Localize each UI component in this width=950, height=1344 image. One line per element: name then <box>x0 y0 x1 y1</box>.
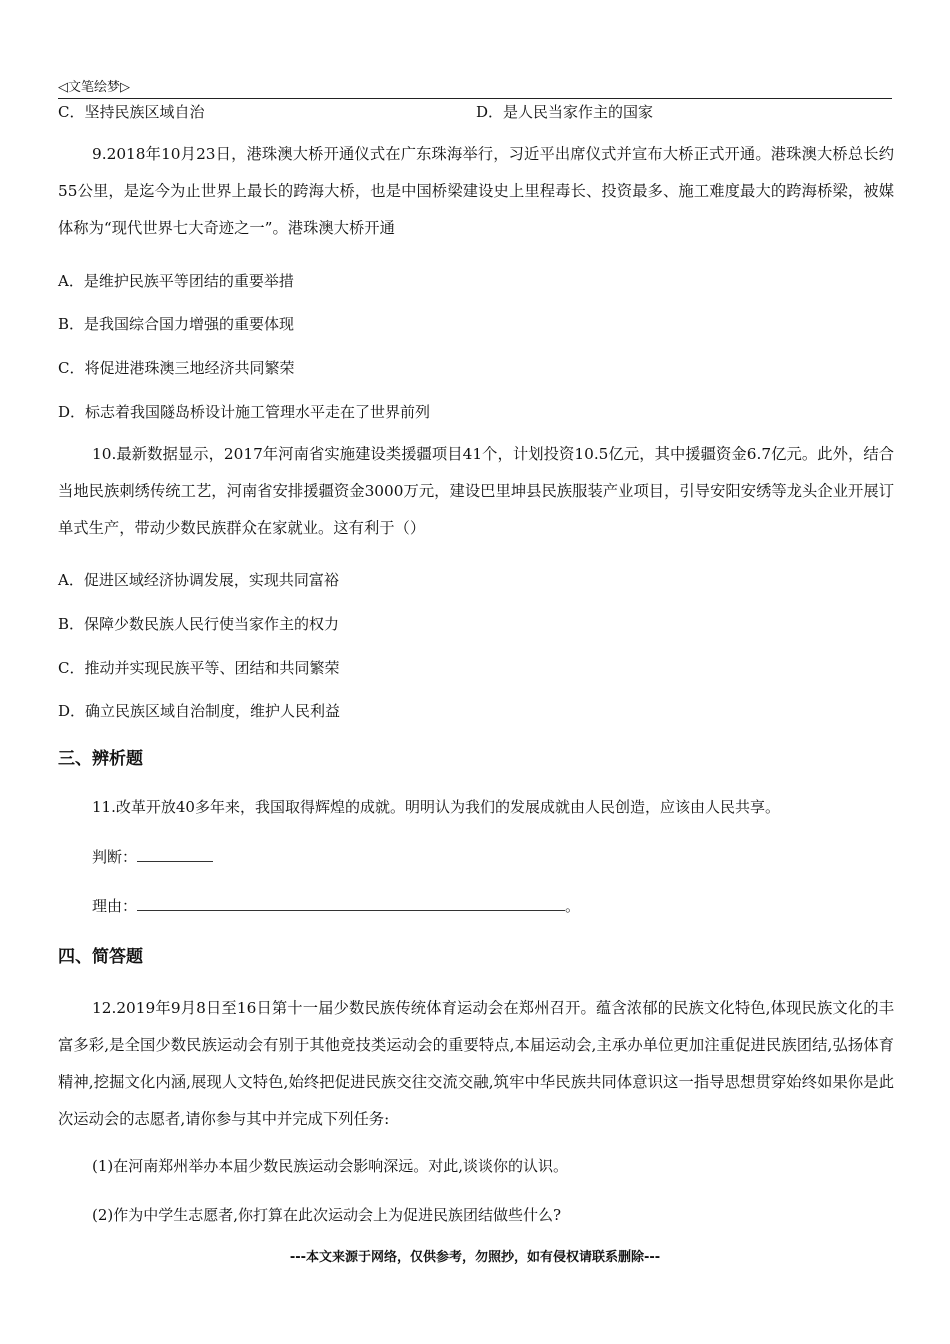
q8-option-c: C．坚持民族区域自治 <box>58 103 205 121</box>
q10-option-c: C．推动并实现民族平等、团结和共同繁荣 <box>58 659 340 677</box>
q10-option-d: D．确立民族区域自治制度，维护人民利益 <box>58 702 341 720</box>
q11-reason-line <box>92 896 580 916</box>
q11-stem: 11.改革开放40多年来，我国取得辉煌的成就。明明认为我们的发展成就由人民创造，应该由人民共享。 <box>92 798 780 816</box>
q12-stem: 12.2019年9月8日至16日第十一届少数民族传统体育运动会在郑州召开。蕴含浓郁的民族文化特色,体现民族文化的丰富多彩,是全国少数民族运动会有别于其他竞技类运动会的重要特点,本届运动会,主承办单位更加注重促进民族团结,弘扬体育精神,挖掘文化内涵,展现人文特色,始终把促进民族交往交流交融,筑牢中华民族共同体意识这一指导思想贯穿始终如果你是此次运动会的志愿者,请你参与其中并完成下列任务: <box>58 999 894 1128</box>
q10-option-a: A．促进区域经济协调发展，实现共同富裕 <box>58 571 339 589</box>
brand-logo: ◁文笔绘梦▷ <box>58 80 130 95</box>
q9-option-a: A．是维护民族平等团结的重要举措 <box>58 272 294 290</box>
q9-option-b: B．是我国综合国力增强的重要体现 <box>58 315 295 333</box>
q11-reason-label: 理由： <box>92 897 138 915</box>
q11-judge-blank[interactable] <box>137 847 213 862</box>
section-heading-short-answer: 四、简答题 <box>58 947 143 967</box>
page-footer: ---本文来源于网络，仅供参考，勿照抄，如有侵权请联系删除--- <box>289 1250 661 1265</box>
page-header <box>58 74 892 99</box>
section-heading-analysis: 三、辨析题 <box>58 749 143 769</box>
q11-judge-label: 判断： <box>92 848 138 866</box>
q11-reason-end: 。 <box>565 897 581 915</box>
q9-option-c: C．将促进港珠澳三地经济共同繁荣 <box>58 359 295 377</box>
q9-stem: 9.2018年10月23日，港珠澳大桥开通仪式在广东珠海举行，习近平出席仪式并宣布大桥正式开通。港珠澳大桥总长约55公里，是迄今为止世界上最长的跨海大桥，也是中国桥梁建设史上里程毒长、投资最多、施工难度最大的跨海桥梁，被媒体称为“现代世界七大奇迹之一”。港珠澳大桥开通 <box>58 145 894 237</box>
q8-option-d: D．是人民当家作主的国家 <box>476 103 654 121</box>
q10-option-b: B．保障少数民族人民行使当家作主的权力 <box>58 615 340 633</box>
q10-stem: 10.最新数据显示，2017年河南省实施建设类援疆项目41个，计划投资10.5亿元，其中援疆资金6.7亿元。此外，结合当地民族刺绣传统工艺，河南省安排援疆资金3000万元，建设巴里坤县民族服装产业项目，引导安阳安绣等龙头企业开展订单式生产，带动少数民族群众在家就业。这有利于（） <box>58 445 894 537</box>
q12-subquestion-2: (2)作为中学生志愿者,你打算在此次运动会上为促进民族团结做些什么? <box>92 1206 562 1224</box>
q12-subquestion-1: (1)在河南郑州举办本届少数民族运动会影响深远。对此,谈谈你的认识。 <box>92 1157 569 1175</box>
q9-option-d: D．标志着我国隧岛桥设计施工管理水平走在了世界前列 <box>58 403 431 421</box>
q11-judge-line <box>92 847 213 867</box>
q11-reason-blank[interactable] <box>137 896 565 911</box>
